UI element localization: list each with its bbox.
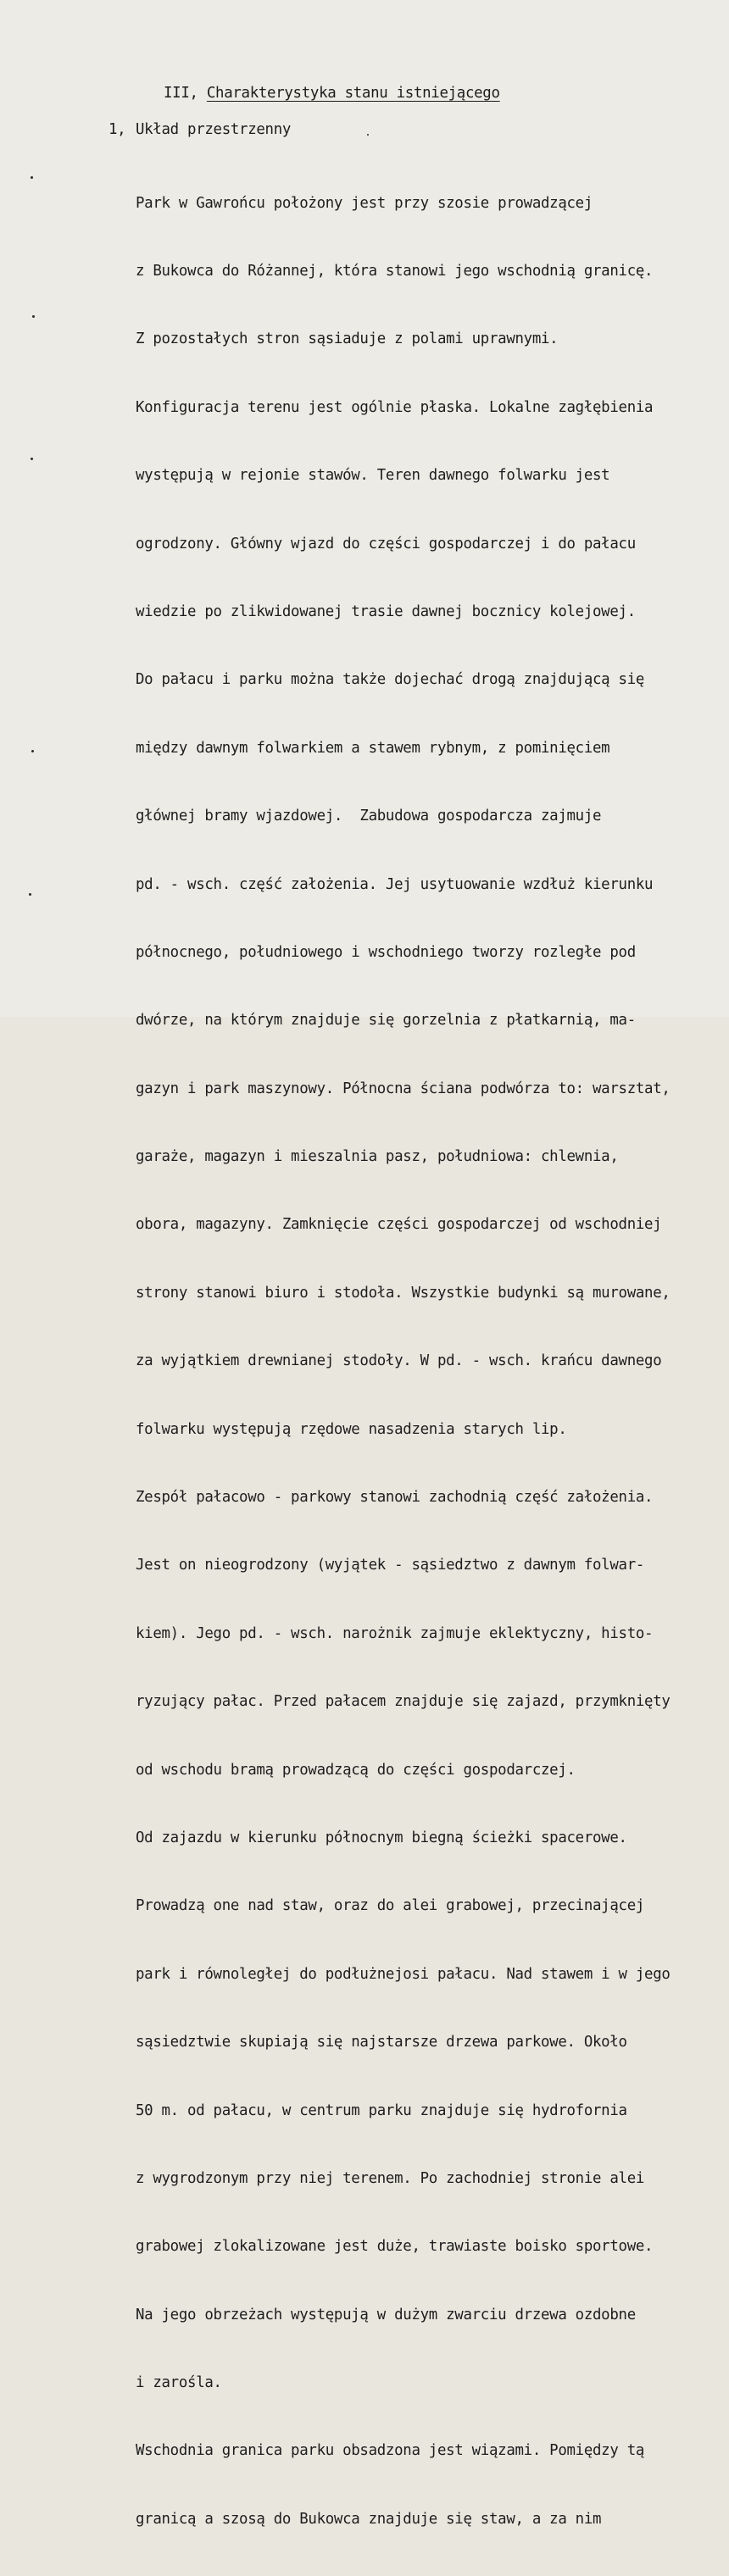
text-line: strony stanowi biuro i stodoła. Wszystkie budynki są murowane, xyxy=(136,1284,671,1302)
text-line: park i równoległej do podłużnejosi pałacu. Nad stawem i w jego xyxy=(136,1965,671,1983)
section-title: Układ przestrzenny xyxy=(136,121,292,138)
text-line: folwarku występują rzędowe nasadzenia starych lip. xyxy=(136,1420,567,1438)
text-line: sąsiedztwie skupiają się najstarsze drzewa parkowe. Około xyxy=(136,2034,627,2051)
text-line: od wschodu bramą prowadzącą do części gospodarczej. xyxy=(136,1761,576,1779)
text-line: z Bukowca do Różannej, która stanowi jego wschodnią granicę. xyxy=(136,262,654,280)
text-line: garaże, magazyn i mieszalnia pasz, południowa: chlewnia, xyxy=(136,1148,619,1166)
text-line: gazyn i park maszynowy. Północna ściana podwórza to: warsztat, xyxy=(136,1080,671,1097)
text-line: Jest on nieogrodzony (wyjątek - sąsiedztwo z dawnym folwar- xyxy=(136,1557,645,1574)
text-line: Od zajazdu w kierunku północnym biegną ścieżki spacerowe. xyxy=(136,1829,627,1846)
text-line: grabowej zlokalizowane jest duże, trawiaste boisko sportowe. xyxy=(136,2238,654,2256)
text-line: obora, magazyny. Zamknięcie części gospodarczej od wschodniej xyxy=(136,1216,662,1234)
section-body xyxy=(136,147,671,2576)
text-line: z wygrodzonym przy niej terenem. Po zachodniej stronie alei xyxy=(136,2169,645,2187)
text-line: ryzujący pałac. Przed pałacem znajduje się zajazd, przymknięty xyxy=(136,1693,671,1711)
text-line: Konfiguracja terenu jest ogólnie płaska. Lokalne zagłębienia xyxy=(136,398,654,416)
text-line: dwórze, na którym znajduje się gorzelnia z płatkarnią, ma- xyxy=(136,1012,636,1030)
text-line: występują w rejonie stawów. Teren dawnego folwarku jest xyxy=(136,467,610,485)
text-line: Park w Gawrońcu położony jest przy szosie prowadzącej xyxy=(136,194,593,212)
text-line: północnego, południowego i wschodniego tworzy rozległe pod xyxy=(136,943,636,961)
heading-title: Charakterystyka stanu istniejącego xyxy=(206,85,500,102)
text-line: Do pałacu i parku można także dojechać drogą znajdującą się xyxy=(136,671,645,689)
text-line: głównej bramy wjazdowej. Zabudowa gospodarcza zajmuje xyxy=(136,808,602,825)
text-line: kiem). Jego pd. - wsch. narożnik zajmuje eklektyczny, histo- xyxy=(136,1624,654,1642)
text-line: granicą a szosą do Bukowca znajduje się staw, a za nim xyxy=(136,2510,602,2528)
text-line: Z pozostałych stron sąsiaduje z polami uprawnymi. xyxy=(136,330,559,348)
text-line: Na jego obrzeżach występują w dużym zwarciu drzewa ozdobne xyxy=(136,2306,636,2323)
section-number: 1, xyxy=(109,121,126,138)
text-line: 50 m. od pałacu, w centrum parku znajduje się hydrofornia xyxy=(136,2101,627,2119)
text-line: i zarośla. xyxy=(136,2374,222,2392)
paper-speck xyxy=(31,750,34,752)
text-line: Prowadzą one nad staw, oraz do alei grabowej, przecinającej xyxy=(136,1897,645,1915)
text-line: pd. - wsch. część założenia. Jej usytuowanie wzdłuż kierunku xyxy=(136,875,654,893)
paper-speck xyxy=(31,176,33,179)
text-line: między dawnym folwarkiem a stawem rybnym, z pominięciem xyxy=(136,739,610,757)
text-line: wiedzie po zlikwidowanej trasie dawnej bocznicy kolejowej. xyxy=(136,602,636,620)
paper-speck xyxy=(32,315,35,318)
paper-speck xyxy=(31,458,33,460)
text-line: Zespół pałacowo - parkowy stanowi zachodnią część założenia. xyxy=(136,1489,654,1507)
document-heading xyxy=(164,85,500,102)
heading-roman-numeral: III, xyxy=(164,85,207,102)
section-header xyxy=(109,121,291,138)
text-line: za wyjątkiem drewnianej stodoły. W pd. - wsch. krańcu dawnego xyxy=(136,1352,662,1370)
paper-speck xyxy=(29,893,31,896)
text-line: ogrodzony. Główny wjazd do części gospodarczej i do pałacu xyxy=(136,535,636,552)
paper-speck xyxy=(367,134,369,136)
text-line: Wschodnia granica parku obsadzona jest wiązami. Pomiędzy tą xyxy=(136,2442,645,2460)
